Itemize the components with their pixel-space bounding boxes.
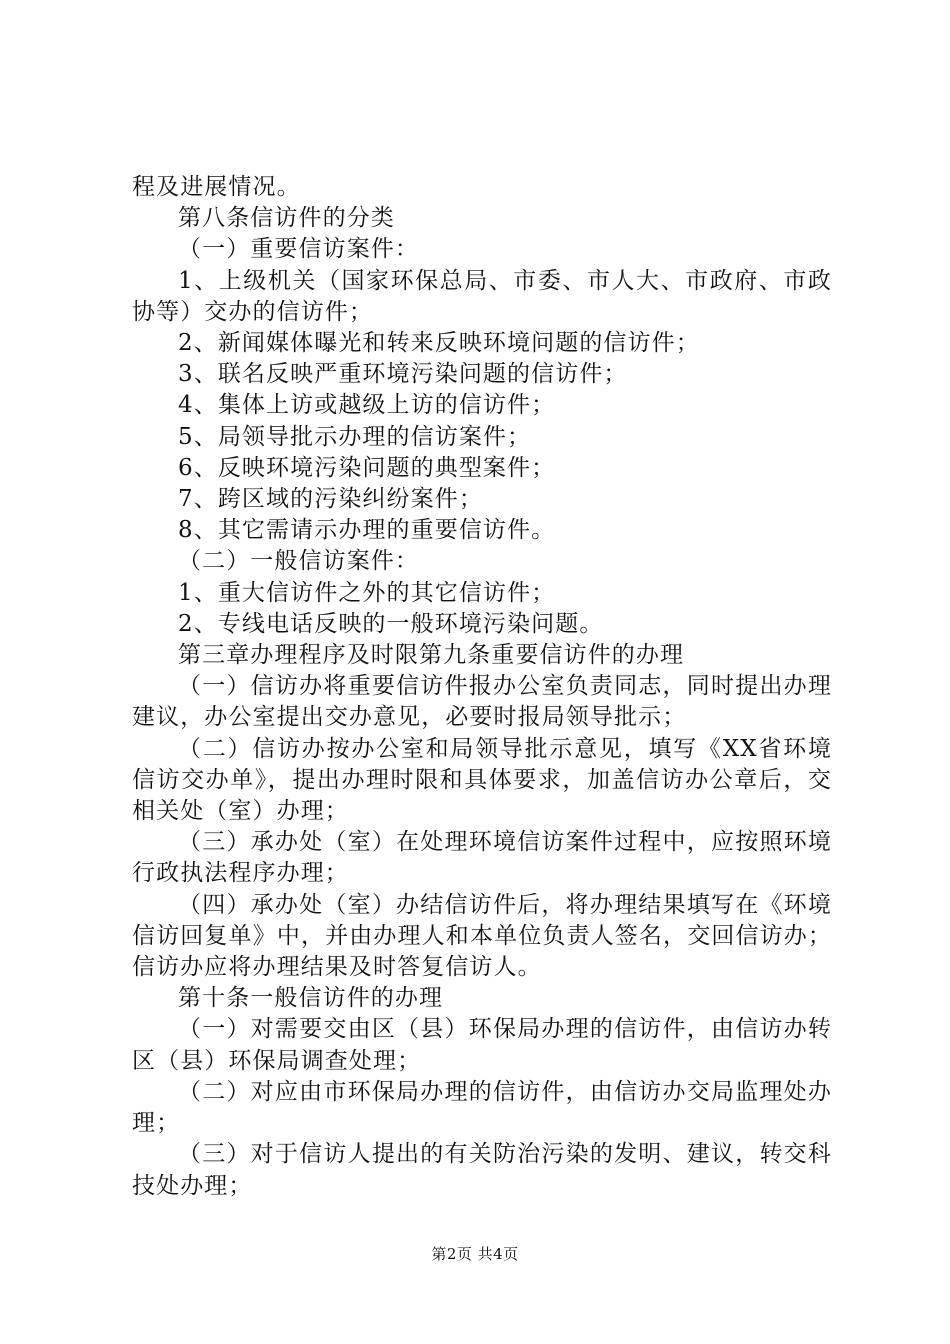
paragraph: （二）一般信访案件： — [178, 548, 419, 575]
paragraph: （一）对需要交由区（县）环保局办理的信访件，由信访办转区（县）环保局调查处理； — [132, 1016, 832, 1074]
paragraph: 6、反映环境污染问题的典型案件； — [178, 454, 556, 481]
paragraph: 5、局领导批示办理的信访案件； — [178, 423, 532, 450]
paragraph: 第三章办理程序及时限第九条重要信访件的办理 — [178, 642, 685, 669]
paragraph: 1、重大信访件之外的其它信访件； — [178, 579, 556, 606]
paragraph: 8、其它需请示办理的重要信访件。 — [178, 517, 556, 544]
document-body — [132, 172, 832, 1202]
paragraph: （三）对于信访人提出的有关防治污染的发明、建议，转交科技处办理； — [132, 1141, 832, 1199]
page-footer: 第2页 共4页 — [431, 1245, 519, 1263]
paragraph: （三）承办处（室）在处理环境信访案件过程中，应按照环境行政执法程序办理； — [132, 829, 832, 887]
paragraph: （一）重要信访案件： — [178, 236, 419, 263]
paragraph: （二）对应由市环保局办理的信访件，由信访办交局监理处办理； — [132, 1078, 832, 1137]
paragraph: （四）承办处（室）办结信访件后，将办理结果填写在《环境信访回复单》中，并由办理人和本单位负责人签名，交回信访办；信访办应将办理结果及时答复信访人。 — [132, 891, 832, 981]
paragraph: 程及进展情况。 — [132, 174, 301, 200]
paragraph: 4、集体上访或越级上访的信访件； — [178, 392, 556, 419]
paragraph: （一）信访办将重要信访件报办公室负责同志，同时提出办理建议，办公室提出交办意见，必要时报局领导批示； — [132, 673, 832, 731]
paragraph: 3、联名反映严重环境污染问题的信访件； — [178, 361, 628, 388]
paragraph: 2、专线电话反映的一般环境污染问题。 — [178, 610, 604, 637]
paragraph: 1、上级机关（国家环保总局、市委、市人大、市政府、市政协等）交办的信访件； — [132, 267, 832, 325]
paragraph: 2、新闻媒体曝光和转来反映环境问题的信访件； — [178, 330, 700, 357]
paragraph: （二）信访办按办公室和局领导批示意见，填写《XX省环境信访交办单》，提出办理时限和具体要求，加盖信访办公章后，交相关处（室）办理； — [132, 735, 832, 825]
paragraph: 7、跨区域的污染纠纷案件； — [178, 486, 483, 513]
paragraph: 第八条信访件的分类 — [178, 205, 395, 232]
paragraph: 第十条一般信访件的办理 — [178, 985, 444, 1012]
